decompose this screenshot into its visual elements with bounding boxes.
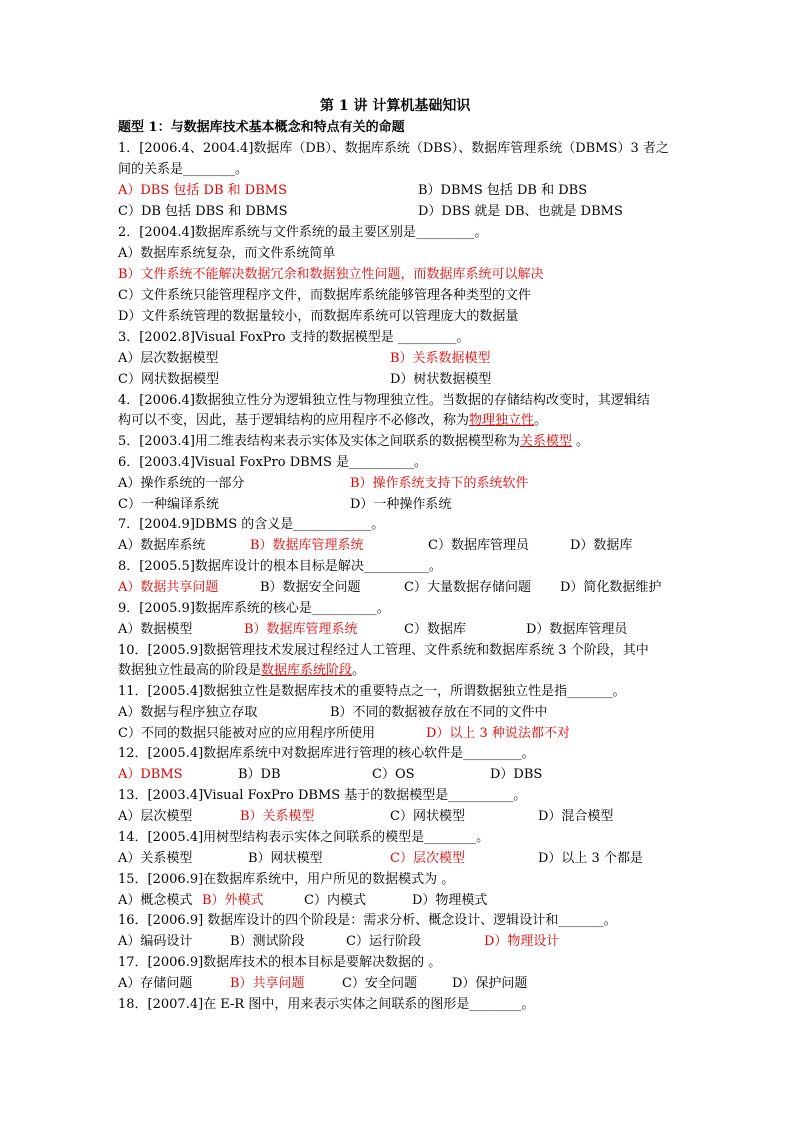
question-15-option-a: A）概念模式	[118, 893, 193, 908]
question-8-option-d: D）简化数据维护	[560, 580, 662, 595]
question-9-option-a: A）数据模型	[118, 622, 193, 637]
question-8-option-b: B）数据安全问题	[260, 580, 361, 595]
question-12-option-b: B）DB	[238, 767, 281, 782]
question-5-answer: 关系模型	[519, 434, 572, 449]
question-13-stem: 13．[2003.4]Visual FoxPro DBMS 基于的数据模型是__________。	[118, 788, 527, 803]
question-10-stem-text: 数据独立性最高的阶段是	[118, 663, 262, 678]
section-heading: 题型 1：与数据库技术基本概念和特点有关的命题	[118, 120, 405, 135]
question-16-option-c: C）运行阶段	[346, 934, 421, 949]
question-11-option-c: C）不同的数据只能被对应的应用程序所使用	[118, 726, 375, 741]
question-4-stem: 4．[2006.4]数据独立性分为逻辑独立性与物理独立性。当数据的存储结构改变时，其逻辑结	[118, 393, 650, 408]
question-1-option-d: D）DBS 就是 DB、也就是 DBMS	[418, 204, 623, 219]
question-14-option-c: C）层次模型	[390, 851, 465, 866]
question-5-stem	[118, 432, 589, 451]
question-11-stem: 11．[2005.4]数据独立性是数据库技术的重要特点之一，所谓数据独立性是指_______。	[118, 684, 626, 699]
question-6-option-d: D）一种操作系统	[350, 497, 452, 512]
question-15-option-c: C）内模式	[304, 893, 366, 908]
question-16-option-d: D）物理设计	[484, 934, 560, 949]
question-17-option-c: C）安全问题	[342, 976, 417, 991]
question-8-option-a: A）数据共享问题	[118, 580, 219, 595]
question-1-option-c: C）DB 包括 DBS 和 DBMS	[118, 204, 288, 219]
question-17-stem: 17．[2006.9]数据库技术的根本目标是要解决数据的 。	[118, 955, 442, 970]
page-title: 第 1 讲 计算机基础知识	[320, 98, 471, 114]
question-9-option-b: B）数据库管理系统	[244, 622, 358, 637]
question-17-option-b: B）共享问题	[230, 976, 305, 991]
question-18-stem: 18．[2007.4]在 E-R 图中，用来表示实体之间联系的图形是________。	[118, 997, 535, 1012]
question-3-option-a: A）层次数据模型	[118, 351, 219, 366]
question-13-option-a: A）层次模型	[118, 809, 193, 824]
question-6-option-a: A）操作系统的一部分	[118, 476, 245, 491]
question-16-option-a: A）编码设计	[118, 934, 193, 949]
question-4-stem-end: 。	[534, 413, 548, 428]
question-7-option-b: B）数据库管理系统	[250, 538, 364, 553]
question-8-option-c: C）大量数据存储问题	[404, 580, 531, 595]
question-9-stem: 9．[2005.9]数据库系统的核心是__________。	[118, 601, 390, 616]
question-2-option-a: A）数据库系统复杂，而文件系统简单	[118, 246, 336, 261]
question-3-option-d: D）树状数据模型	[390, 372, 492, 387]
question-6-option-c: C）一种编译系统	[118, 497, 219, 512]
question-9-option-d: D）数据库管理员	[526, 622, 628, 637]
question-12-option-d: D）DBS	[490, 767, 543, 782]
question-1-option-b: B）DBMS 包括 DB 和 DBS	[418, 183, 588, 198]
question-15-option-b: B）外模式	[202, 893, 264, 908]
question-6-stem: 6．[2003.4]Visual FoxPro DBMS 是__________。	[118, 455, 428, 470]
question-2-option-c: C）文件系统只能管理程序文件，而数据库系统能够管理各种类型的文件	[118, 288, 531, 303]
question-14-option-a: A）关系模型	[118, 851, 193, 866]
question-12-option-a: A）DBMS	[118, 767, 183, 782]
question-14-stem: 14．[2005.4]用树型结构表示实体之间联系的模型是________。	[118, 830, 490, 845]
question-5-stem-text: 5．[2003.4]用二维表结构来表示实体及实体之间联系的数据模型称为	[118, 434, 520, 449]
question-10-stem-cont	[118, 661, 365, 680]
question-17-option-a: A）存储问题	[118, 976, 193, 991]
question-12-option-c: C）OS	[372, 767, 415, 782]
question-2-stem: 2．[2004.4]数据库系统与文件系统的最主要区别是_________。	[118, 225, 488, 240]
question-2-option-d: D）文件系统管理的数据量较小，而数据库系统可以管理庞大的数据量	[118, 309, 519, 324]
question-10-stem-end: 。	[352, 663, 366, 678]
question-13-option-c: C）网状模型	[390, 809, 465, 824]
question-16-stem: 16．[2006.9] 数据库设计的四个阶段是：需求分析、概念设计、逻辑设计和_______。	[118, 913, 617, 928]
question-15-stem: 15．[2006.9]在数据库系统中，用户所见的数据模式为 。	[118, 872, 455, 887]
question-11-option-a: A）数据与程序独立存取	[118, 705, 258, 720]
question-10-stem: 10．[2005.9]数据管理技术发展过程经过人工管理、文件系统和数据库系统 3 个阶段，其中	[118, 643, 649, 658]
question-6-option-b: B）操作系统支持下的系统软件	[350, 476, 529, 491]
question-13-option-d: D）混合模型	[538, 809, 614, 824]
question-15-option-d: D）物理模式	[412, 893, 488, 908]
question-7-option-c: C）数据库管理员	[428, 538, 529, 553]
question-1-stem-cont: 间的关系是________。	[118, 162, 249, 177]
question-16-option-b: B）测试阶段	[230, 934, 305, 949]
question-7-option-a: A）数据库系统	[118, 538, 206, 553]
question-13-option-b: B）关系模型	[240, 809, 315, 824]
question-1-option-a: A）DBS 包括 DB 和 DBMS	[118, 183, 287, 198]
question-3-option-b: B）关系数据模型	[390, 351, 491, 366]
question-4-stem-text: 构可以不变，因此，基于逻辑结构的应用程序不必修改，称为	[118, 413, 470, 428]
question-14-option-d: D）以上 3 个都是	[538, 851, 643, 866]
question-11-option-b: B）不同的数据被存放在不同的文件中	[330, 705, 548, 720]
question-3-option-c: C）网状数据模型	[118, 372, 219, 387]
question-14-option-b: B）网状模型	[248, 851, 323, 866]
question-3-stem: 3．[2002.8]Visual FoxPro 支持的数据模型是 _________。	[118, 330, 470, 345]
question-1-stem: 1．[2006.4、2004.4]数据库（DB）、数据库系统（DBS）、数据库管理系统（DBMS）3 者之	[118, 141, 669, 156]
question-4-stem-cont	[118, 411, 547, 430]
question-10-answer: 数据库系统阶段	[261, 663, 353, 678]
question-9-option-c: C）数据库	[404, 622, 466, 637]
question-4-answer: 物理独立性	[469, 413, 535, 428]
question-5-stem-end: 。	[571, 434, 590, 449]
question-8-stem: 8．[2005.5]数据库设计的根本目标是解决__________。	[118, 559, 442, 574]
question-7-option-d: D）数据库	[570, 538, 633, 553]
question-7-stem: 7．[2004.9]DBMS 的含义是____________。	[118, 517, 385, 532]
question-11-option-d: D）以上 3 种说法都不对	[426, 726, 570, 741]
question-17-option-d: D）保护问题	[452, 976, 528, 991]
question-12-stem: 12．[2005.4]数据库系统中对数据库进行管理的核心软件是_________。	[118, 746, 535, 761]
question-2-option-b: B）文件系统不能解决数据冗余和数据独立性问题，而数据库系统可以解决	[118, 267, 544, 282]
